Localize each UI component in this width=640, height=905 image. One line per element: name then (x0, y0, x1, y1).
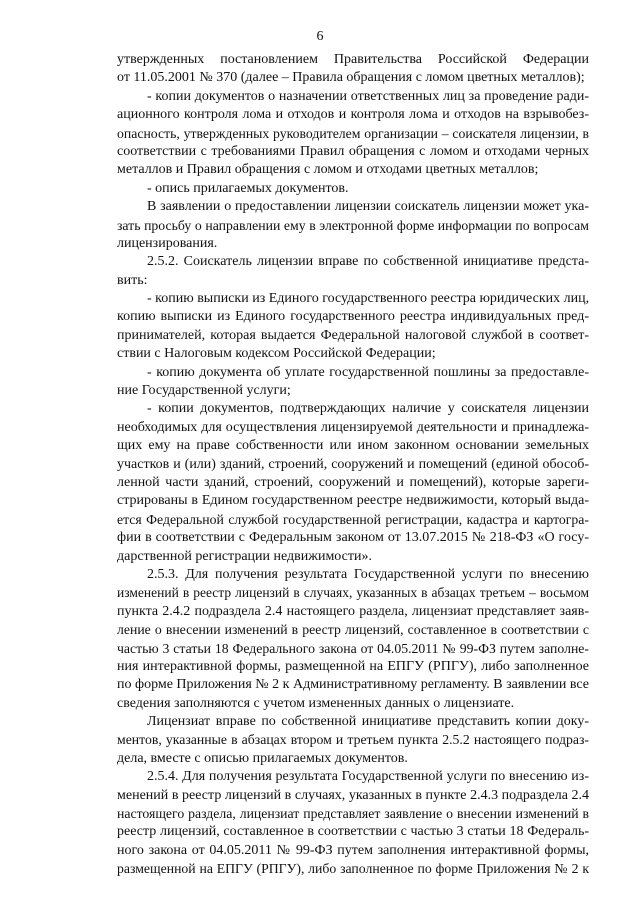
document-body (117, 51, 589, 879)
text-line: от 11.05.2001 № 370 (далее – Правила обращения с ломом цветных металлов); (117, 70, 585, 86)
text-line: - копии документов, подтверждающих наличие у соискателя лицензии (147, 401, 589, 417)
text-line: дарственной регистрации недвижимости». (117, 548, 372, 564)
text-line: ется Федеральной службой государственной регистрации, кадастра и картогра- (117, 511, 589, 527)
text-line: соответствии с требованиями Правил обращения с ломом и отходами черных (117, 143, 589, 159)
text-line: менений в реестр лицензий в случаях, указанных в пункте 2.4.3 подраздела 2.4 (117, 787, 589, 803)
text-line: сведения заполняются с учетом измененных данных о лицензиате. (117, 695, 515, 711)
text-line: ментов, указанные в абзацах втором и третьем пункта 2.5.2 настоящего подраз- (117, 732, 589, 748)
text-line: ние Государственной услуги; (117, 383, 291, 399)
text-line: необходимых для осуществления лицензируемой деятельности и принадлежа- (117, 419, 589, 435)
text-line: щих ему на праве собственности или ином законном основании земельных (117, 438, 589, 454)
text-line: вить: (117, 272, 148, 288)
text-line: реестр лицензий, составленное в соответствии с частью 3 статьи 18 Федераль- (117, 824, 589, 840)
text-line: изменений в реестр лицензий в случаях, указанных в абзацах третьем – восьмом (117, 585, 589, 601)
text-line: настоящего раздела, лицензиат представляет заявление о внесении изменений в (117, 806, 589, 822)
text-line: ния интерактивной формы, размещенной на ЕПГУ (РПГУ), либо заполненное (117, 658, 589, 674)
text-line: металлов и Правил обращения с ломом и отходами цветных металлов; (117, 162, 539, 178)
text-line: ление о внесении изменений в реестр лицензий, составленное в соответствии с (117, 622, 589, 638)
text-line: 2.5.3. Для получения результата Государственной услуги по внесению (147, 566, 589, 582)
text-line: лицензирования. (117, 235, 218, 251)
text-line: копию выписки из Единого государственного реестра индивидуальных пред- (117, 309, 589, 325)
page-number: 6 (316, 29, 324, 44)
text-line: - копии документов о назначении ответственных лиц за проведение ради- (147, 88, 589, 104)
text-line: утвержденных постановлением Правительства Российской Федерации (117, 52, 589, 67)
text-line: стрированы в Едином государственном реестре недвижимости, который выда- (117, 493, 589, 509)
text-line: 2.5.4. Для получения результата Государственной услуги по внесению из- (147, 769, 589, 785)
text-line: зать просьбу о направлении ему в электронной форме информации по вопросам (117, 217, 589, 233)
text-line: по форме Приложения № 2 к Административному регламенту. В заявлении все (117, 677, 589, 693)
text-line: фии в соответствии с Федеральным законом от 13.07.2015 № 218-ФЗ «О госу- (117, 530, 589, 546)
text-line: размещенной на ЕПГУ (РПГУ), либо заполненное по форме Приложения № 2 к (117, 861, 589, 877)
text-line: - копию выписки из Единого государственного реестра юридических лиц, (147, 291, 590, 307)
text-line: участков и (или) зданий, строений, сооружений и помещений (единой обособ- (117, 456, 589, 472)
text-line: В заявлении о предоставлении лицензии соискатель лицензии может ука- (147, 199, 589, 215)
text-line: ационного контроля лома и отходов и контроля лома и отходов на взрывобез- (117, 107, 589, 123)
text-line: принимателей, которая выдается Федеральной налоговой службой в соответ- (117, 327, 589, 343)
text-line: Лицензиат вправе по собственной инициативе представить копии доку- (147, 714, 589, 730)
text-line: ленной части зданий, строений, сооружений и помещений), которые зареги- (117, 474, 589, 490)
text-line: пункта 2.4.2 подраздела 2.4 настоящего раздела, лицензиат представляет заяв- (117, 603, 589, 619)
text-line: - копию документа об уплате государственной пошлины за предоставле- (147, 364, 589, 380)
text-line: - опись прилагаемых документов. (147, 180, 349, 196)
text-line: дела, вместе с описью прилагаемых документов. (117, 750, 408, 766)
text-line: частью 3 статьи 18 Федерального закона от 04.05.2011 № 99-ФЗ путем заполне- (117, 640, 589, 656)
text-line: ствии с Налоговым кодексом Российской Федерации; (117, 346, 436, 362)
text-line: ного закона от 04.05.2011 № 99-ФЗ путем заполнения интерактивной формы, (117, 842, 589, 858)
text-line: опасность, утвержденных руководителем организации – соискателя лицензии, в (117, 125, 589, 141)
text-line: 2.5.2. Соискатель лицензии вправе по собственной инициативе предста- (147, 254, 589, 270)
